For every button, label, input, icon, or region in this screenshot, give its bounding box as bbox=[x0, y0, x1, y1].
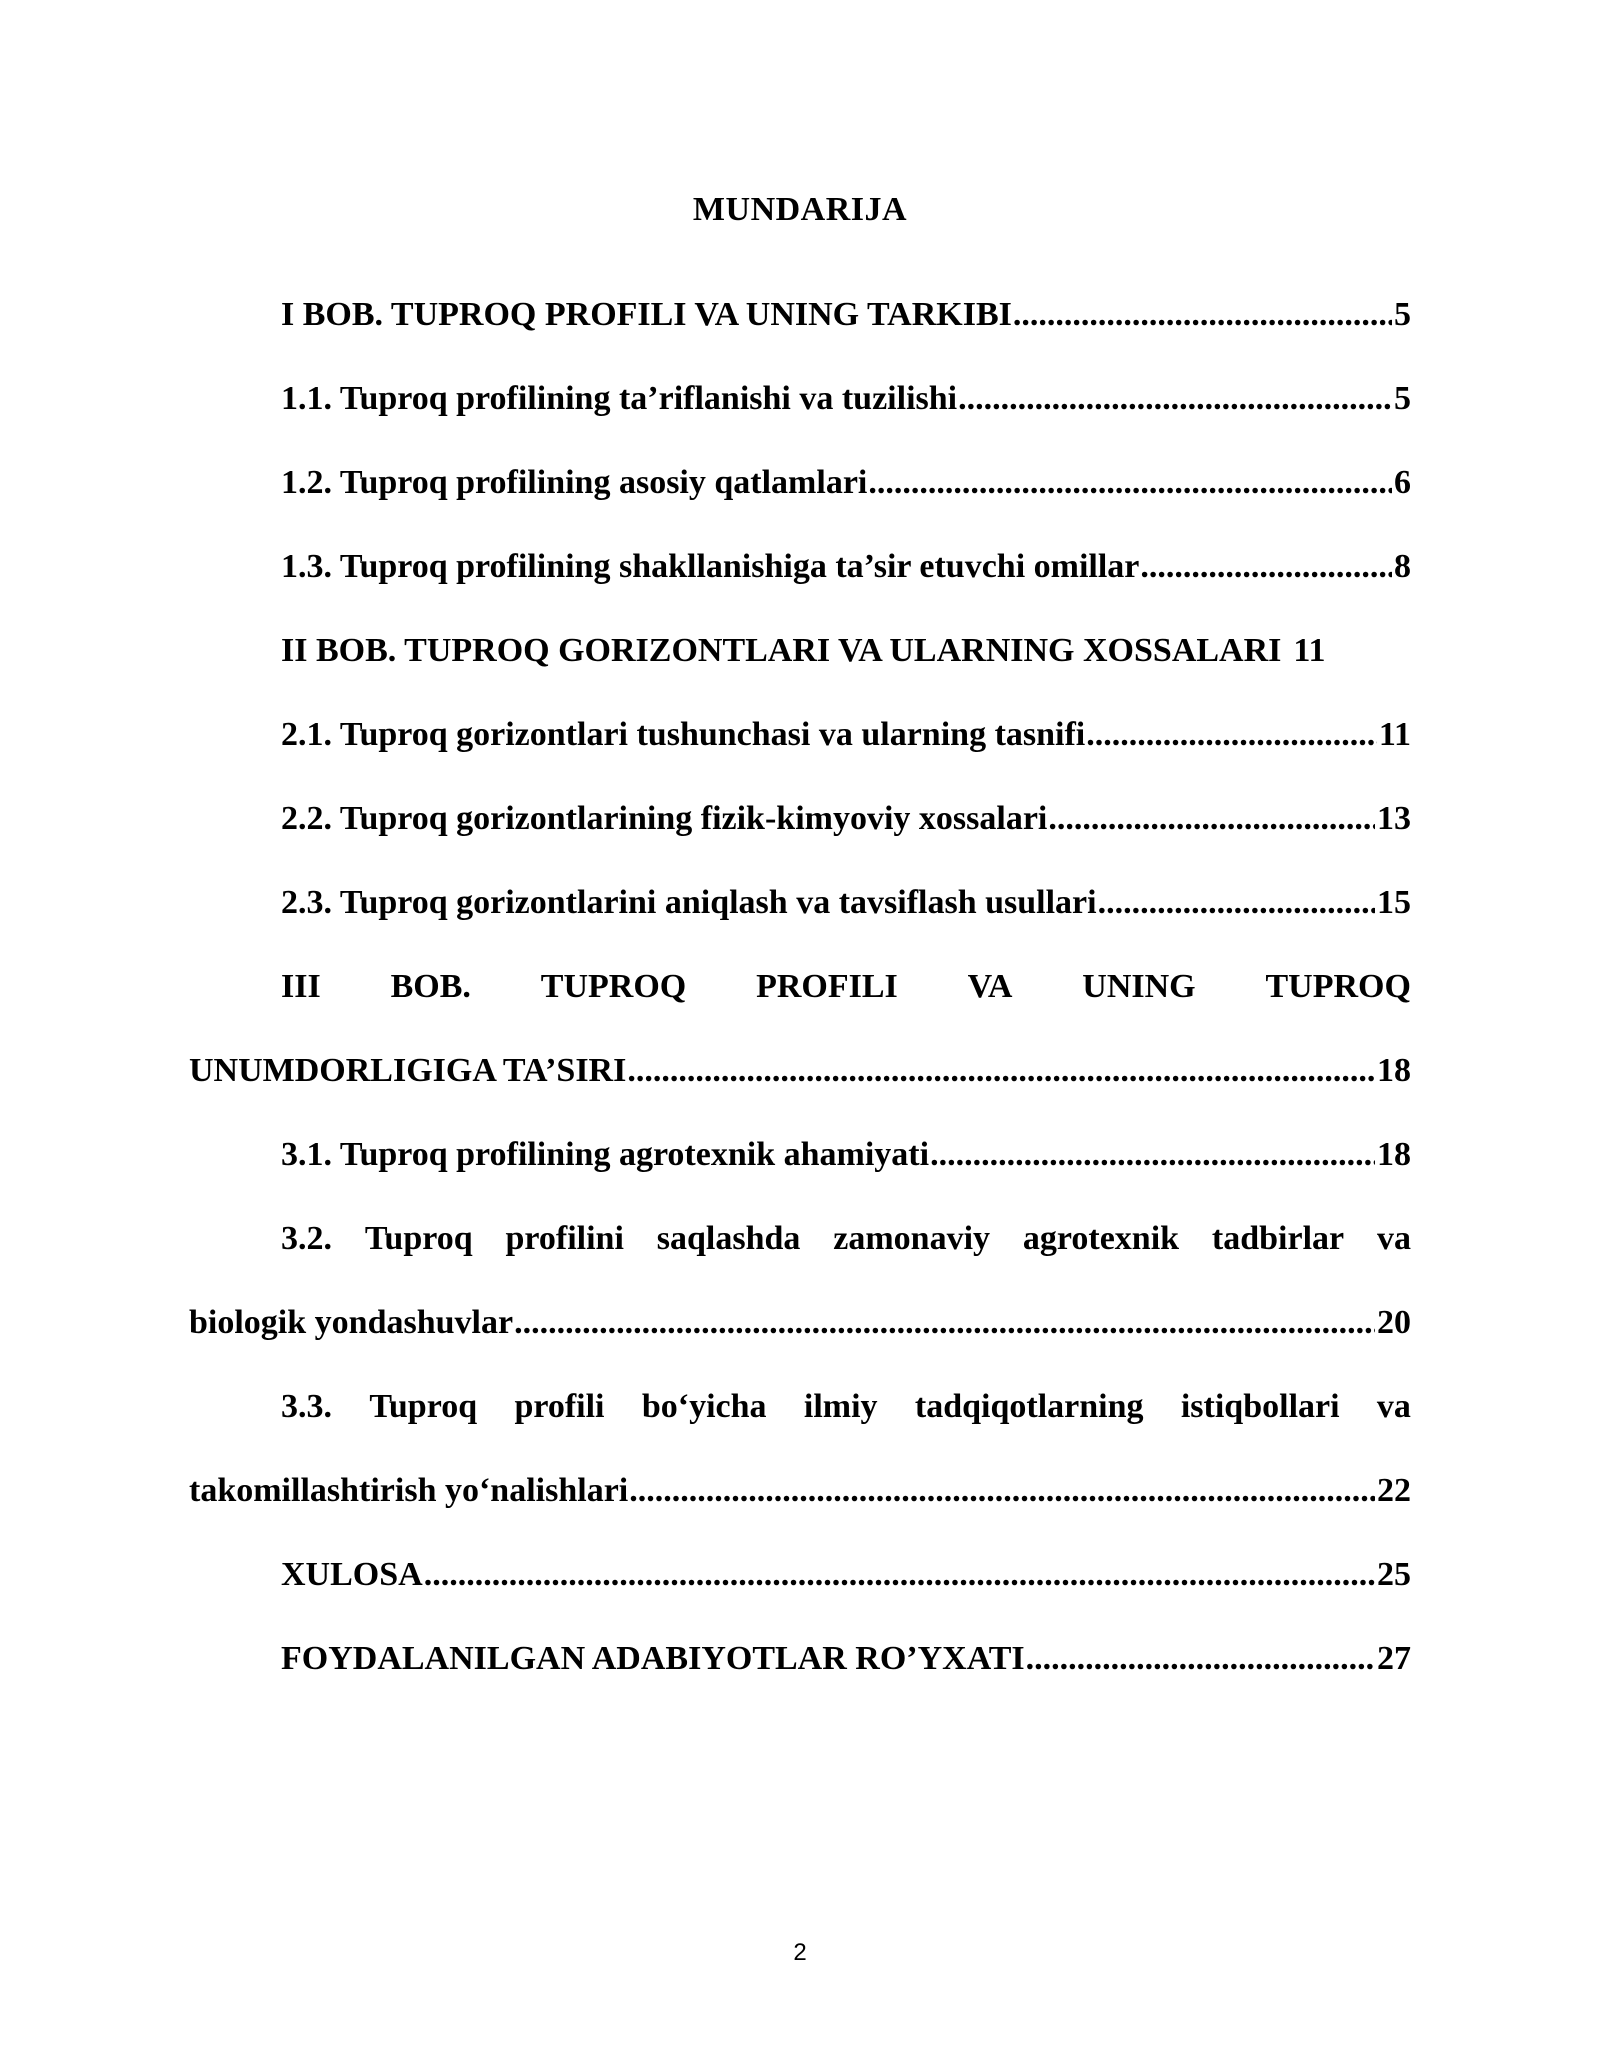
toc-entry-title: UNUMDORLIGIGA TA’SIRI bbox=[189, 1052, 627, 1089]
toc-entry-title: FOYDALANILGAN ADABIYOTLAR RO’YXATI bbox=[281, 1640, 1025, 1677]
toc-entry-3-3-line-1 bbox=[189, 1365, 1411, 1449]
toc-word: zamonaviy bbox=[833, 1220, 991, 1257]
toc-leader-dots bbox=[514, 1303, 1375, 1343]
toc-leader-dots bbox=[629, 1471, 1375, 1511]
toc-word: TUPROQ bbox=[1265, 968, 1411, 1005]
toc-leader-dots bbox=[1140, 547, 1392, 587]
toc-entry-3-3-line-2 bbox=[189, 1449, 1411, 1533]
toc-entry-chapter-3-line-1 bbox=[189, 945, 1411, 1029]
toc-word: VA bbox=[967, 968, 1013, 1005]
toc-entry-chapter-1 bbox=[189, 273, 1411, 357]
toc-word: III bbox=[281, 968, 321, 1005]
toc-entry-title: 2.1. Tuproq gorizontlari tushunchasi va ularning tasnifi bbox=[281, 716, 1086, 753]
toc-entry-page: 20 bbox=[1377, 1304, 1411, 1341]
toc-entry-page: 11 bbox=[1293, 632, 1326, 669]
toc-entry-title: II BOB. TUPROQ GORIZONTLARI VA ULARNING XOSSALARI bbox=[281, 632, 1282, 669]
toc-entry-3-2-line-2 bbox=[189, 1281, 1411, 1365]
toc-entry-page: 15 bbox=[1377, 884, 1411, 921]
toc-leader-dots bbox=[930, 1135, 1375, 1175]
toc-entry-chapter-3-line-2 bbox=[189, 1029, 1411, 1113]
toc-word: 3.3. bbox=[281, 1388, 332, 1425]
toc-leader-dots bbox=[627, 1051, 1375, 1091]
toc-word: istiqbollari bbox=[1180, 1388, 1340, 1425]
toc-word: va bbox=[1376, 1220, 1411, 1257]
toc-entry-title: I BOB. TUPROQ PROFILI VA UNING TARKIBI bbox=[281, 296, 1012, 333]
toc-entry-title: 1.3. Tuproq profilining shakllanishiga ta’sir etuvchi omillar bbox=[281, 548, 1140, 585]
toc-entry-title: takomillashtirish yo‘nalishlari bbox=[189, 1472, 629, 1509]
toc-leader-dots bbox=[424, 1555, 1375, 1595]
toc-word: tadqiqotlarning bbox=[914, 1388, 1144, 1425]
toc-word: Tuproq bbox=[364, 1220, 473, 1257]
toc-word: va bbox=[1376, 1388, 1411, 1425]
toc-entry-2-1 bbox=[189, 693, 1411, 777]
toc-entry-page: 8 bbox=[1394, 548, 1411, 585]
toc-word: UNING bbox=[1082, 968, 1196, 1005]
toc-leader-dots bbox=[1098, 883, 1375, 923]
toc-leader-dots bbox=[1026, 1639, 1375, 1679]
toc-entry-chapter-2 bbox=[189, 609, 1411, 693]
toc-entry-title: 2.3. Tuproq gorizontlarini aniqlash va tavsiflash usullari bbox=[281, 884, 1097, 921]
toc-entry-page: 6 bbox=[1394, 464, 1411, 501]
toc-word: BOB. bbox=[390, 968, 471, 1005]
toc-entry-references bbox=[189, 1617, 1411, 1701]
toc-entry-1-2 bbox=[189, 441, 1411, 525]
toc-leader-dots bbox=[868, 463, 1392, 503]
toc-word: profili bbox=[514, 1388, 605, 1425]
toc-word: TUPROQ bbox=[540, 968, 687, 1005]
toc-entry-page: 25 bbox=[1377, 1556, 1411, 1593]
toc-entry-3-1 bbox=[189, 1113, 1411, 1197]
toc-entry-2-3 bbox=[189, 861, 1411, 945]
toc-word: ilmiy bbox=[803, 1388, 878, 1425]
page-number: 2 bbox=[793, 1939, 807, 1966]
toc-word: saqlashda bbox=[656, 1220, 801, 1257]
toc-entry-page: 5 bbox=[1394, 296, 1411, 333]
toc-entry-title: 1.1. Tuproq profilining ta’riflanishi va tuzilishi bbox=[281, 380, 958, 417]
toc-entry-title: biologik yondashuvlar bbox=[189, 1304, 514, 1341]
page-title: MUNDARIJA bbox=[692, 191, 908, 228]
toc-entry-conclusion bbox=[189, 1533, 1411, 1617]
toc-word: 3.2. bbox=[281, 1220, 332, 1257]
toc-leader-dots bbox=[1013, 295, 1392, 335]
toc-word: Tuproq bbox=[369, 1388, 478, 1425]
toc-word: agrotexnik bbox=[1022, 1220, 1180, 1257]
toc-word: PROFILI bbox=[756, 968, 898, 1005]
toc-entry-page: 27 bbox=[1377, 1640, 1411, 1677]
toc-leader-dots bbox=[958, 379, 1392, 419]
toc-entry-page: 22 bbox=[1377, 1472, 1411, 1509]
toc-entry-title: 1.2. Tuproq profilining asosiy qatlamlari bbox=[281, 464, 868, 501]
toc-leader-dots bbox=[1048, 799, 1375, 839]
toc-entry-page: 18 bbox=[1377, 1136, 1411, 1173]
toc-entry-page: 13 bbox=[1377, 800, 1411, 837]
toc-entry-page: 11 bbox=[1378, 716, 1411, 753]
toc-entry-title: 2.2. Tuproq gorizontlarining fizik-kimyoviy xossalari bbox=[281, 800, 1048, 837]
toc-entry-page: 18 bbox=[1377, 1052, 1411, 1089]
toc-entry-title: XULOSA bbox=[281, 1556, 423, 1593]
toc-entry-2-2 bbox=[189, 777, 1411, 861]
toc-entry-title: 3.1. Tuproq profilining agrotexnik ahamiyati bbox=[281, 1136, 930, 1173]
toc-word: bo‘yicha bbox=[641, 1388, 767, 1425]
toc-entry-3-2-line-1 bbox=[189, 1197, 1411, 1281]
toc-entry-1-3 bbox=[189, 525, 1411, 609]
toc-leader-dots bbox=[1086, 715, 1377, 755]
toc-entry-page: 5 bbox=[1394, 380, 1411, 417]
toc-entry-1-1 bbox=[189, 357, 1411, 441]
toc-word: tadbirlar bbox=[1211, 1220, 1345, 1257]
table-of-contents bbox=[189, 273, 1411, 1701]
toc-word: profilini bbox=[505, 1220, 624, 1257]
